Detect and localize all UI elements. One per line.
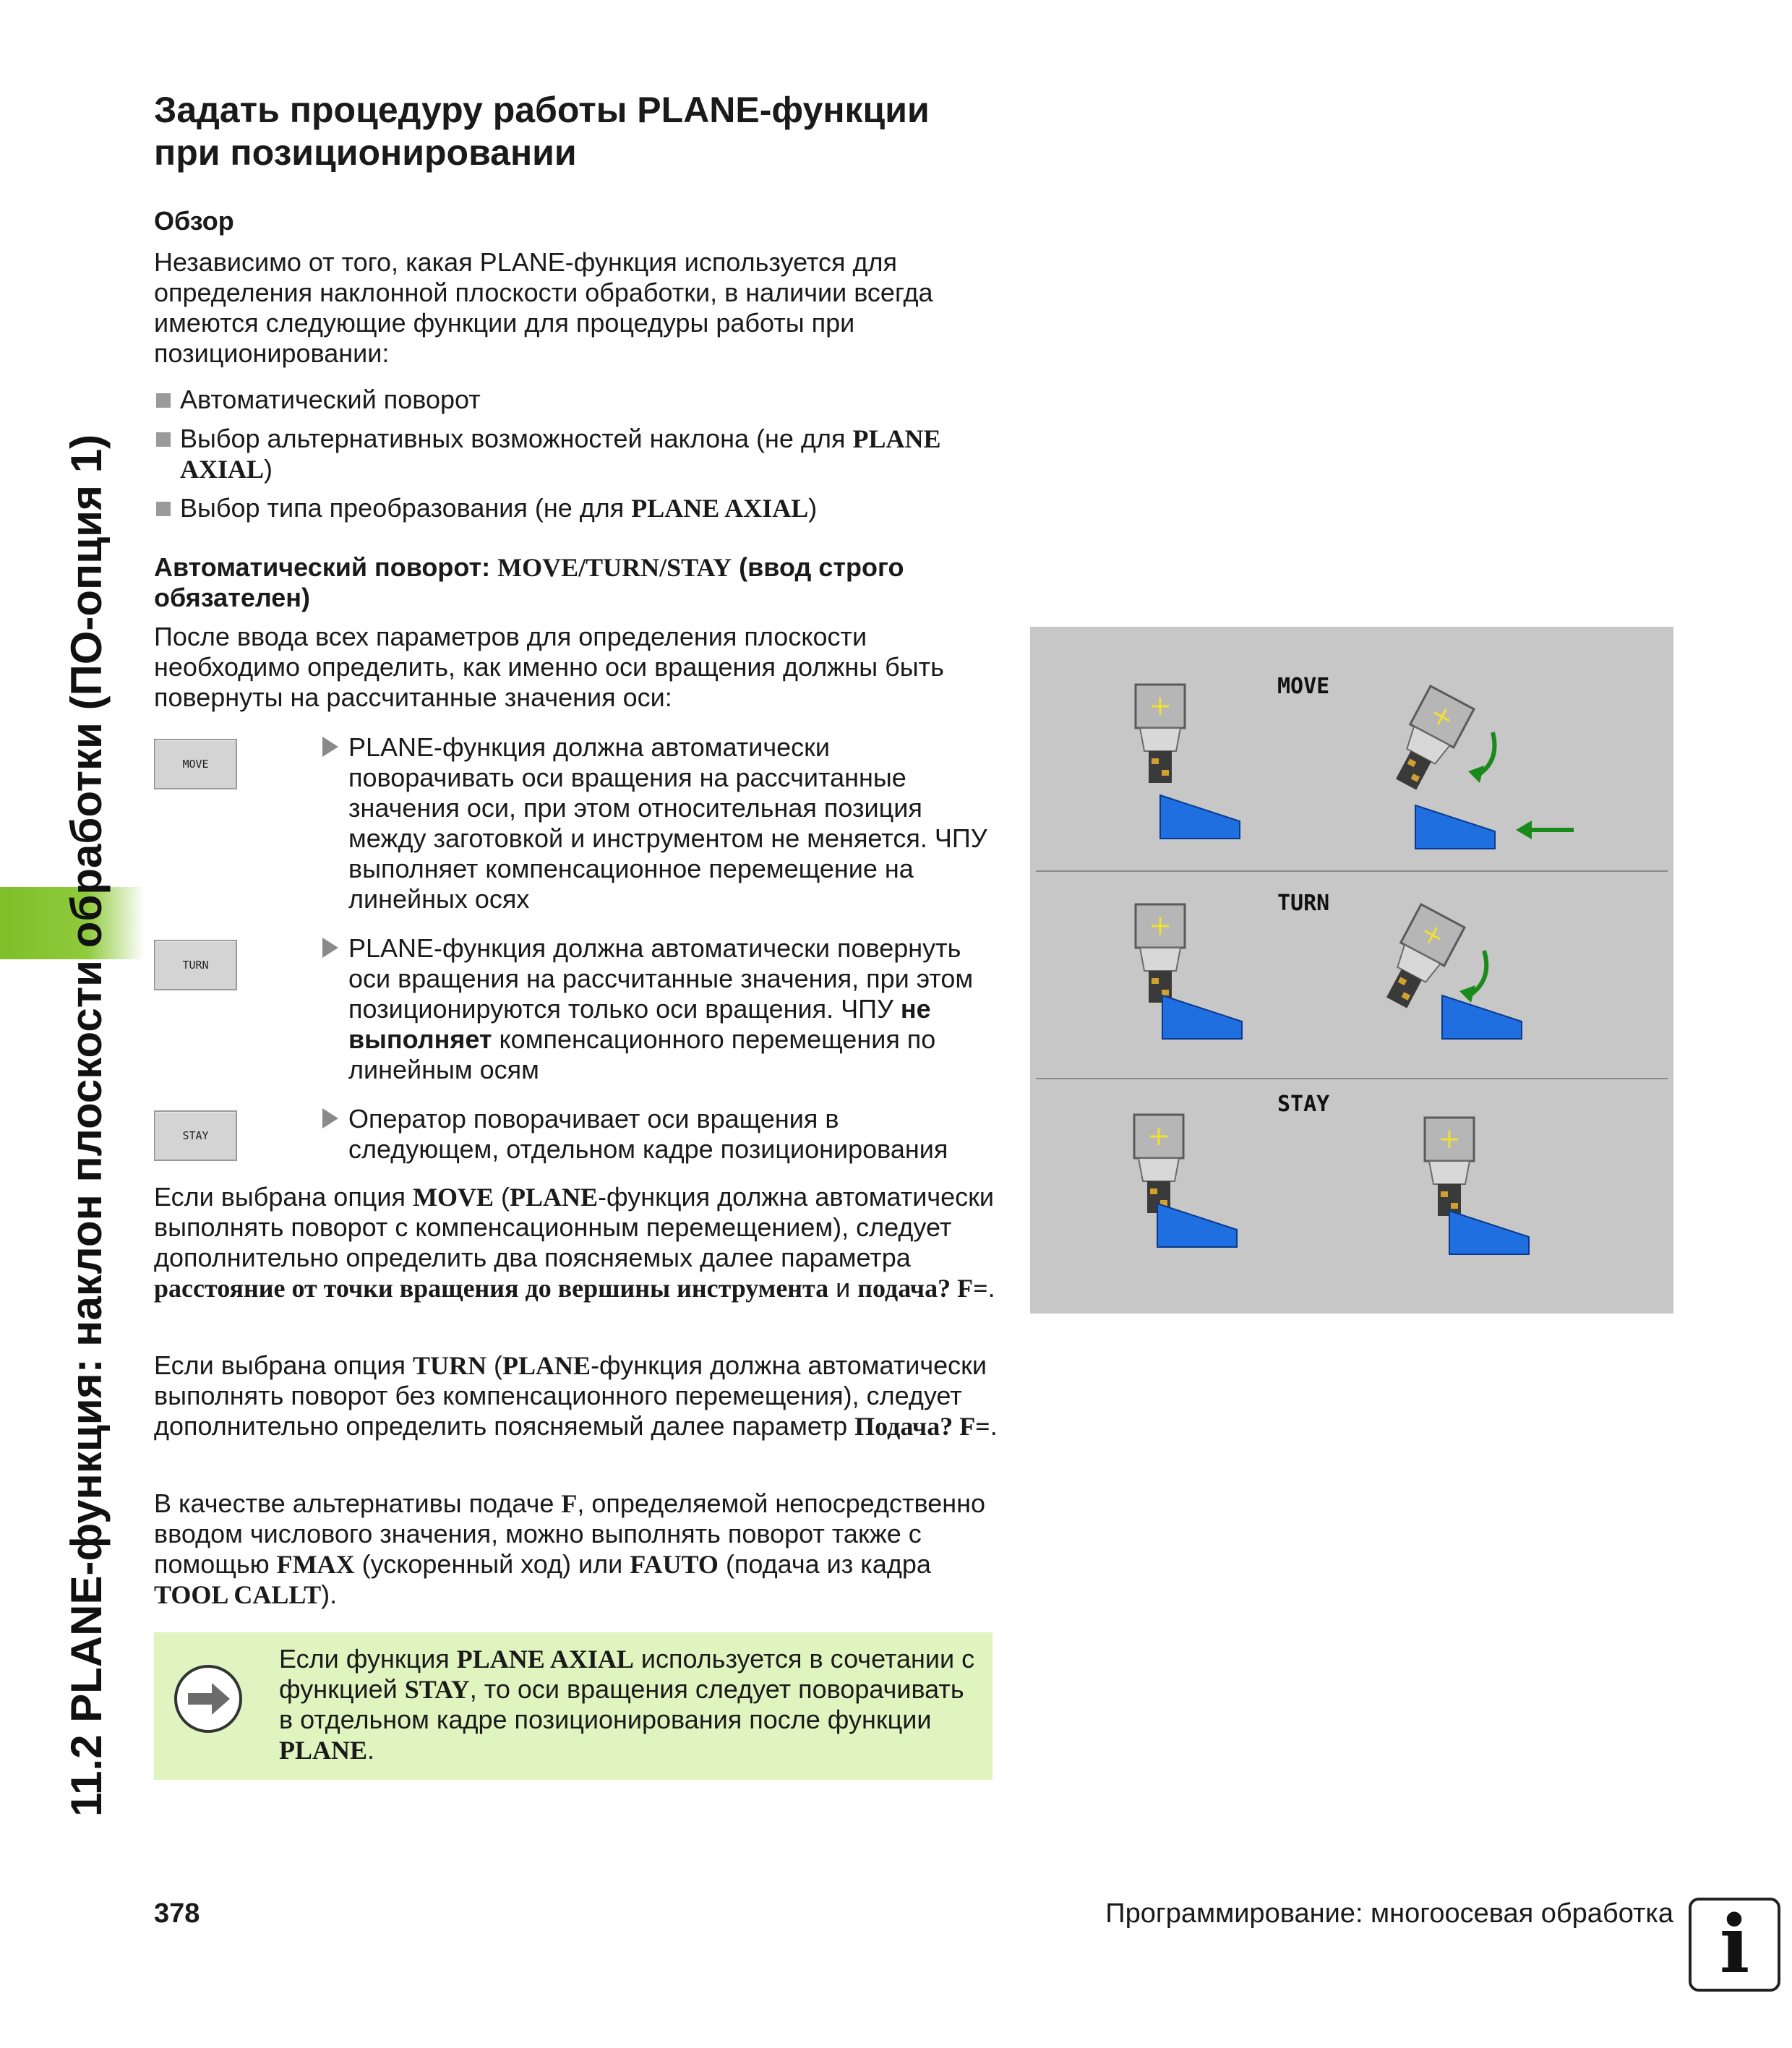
turn-description: PLANE-функция должна автоматически повернуть оси вращения на рассчитанные значения, при этом позиционируются только оси вращения. ЧПУ не выполняет компенсационного перемещения по линейным осям [322,933,995,1085]
note-text: Если функция PLANE AXIAL используется в сочетании с функцией STAY, то оси вращения следует поворачивать в отдельном кадре позиционирования после функции PLANE. [279,1644,975,1765]
figure-label-move: MOVE [1277,674,1330,699]
page-title [154,89,1021,174]
bullet-item: Выбор типа преобразования (не для PLANE AXIAL) [154,493,1000,523]
arrow-right-circle-icon [172,1663,244,1735]
auto-rotate-paragraph: После ввода всех параметров для определения плоскости необходимо определить, как именно оси вращения должны быть повернуты на рассчитанные значения оси: [154,622,944,712]
move-option-paragraph: Если выбрана опция MOVE (PLANE-функция должна автоматически выполнять поворот с компенсационным перемещением), следует дополнительно определить два поясняемых далее параметра расстояние от точки вращения до вершины инструмента и подача? F=. [154,1182,995,1303]
turn-softkey[interactable]: TURN [154,940,237,990]
overview-paragraph: Независимо от того, какая PLANE-функция используется для определения наклонной плоскости обработки, в наличии всегда имеются следующие функции для процедуры работы при позиционировании: [154,247,933,368]
bullet-square-icon [156,502,171,516]
bullet-square-icon [156,393,171,408]
overview-section [154,206,1000,523]
note-box [154,1632,993,1780]
triangle-bullet-icon [322,737,338,757]
figure-label-turn: TURN [1277,891,1330,916]
alternative-feed-paragraph: В качестве альтернативы подаче F, определяемой непосредственно вводом числового значения, можно выполнять поворот также с помощью FMAX (ускоренный ход) или FAUTO (подача из кадра TOOL CALLT). [154,1488,986,1609]
stay-description: Оператор поворачивает оси вращения в следующем, отдельном кадре позиционирования [322,1104,995,1165]
chapter-footer-title: Программирование: многоосевая обработка [1105,1898,1673,1929]
triangle-bullet-icon [322,1108,338,1128]
move-softkey[interactable]: MOVE [154,739,237,789]
move-turn-stay-figure [1030,627,1673,1314]
overview-bullets [154,385,1000,523]
move-description: PLANE-функция должна автоматически поворачивать оси вращения на рассчитанные значения оси, при этом относительная позиция между заготовкой и инструментом не меняется. ЧПУ выполняет компенсационное перемещение на линейных осях [322,732,995,914]
auto-rotate-section [154,552,1000,713]
stay-softkey[interactable]: STAY [154,1110,237,1161]
page-number: 378 [154,1898,200,1929]
info-icon: i [1689,1898,1780,1992]
figure-label-stay: STAY [1277,1092,1330,1117]
figure-illustration [1030,627,1673,1314]
bullet-item: Автоматический поворот [154,385,1000,415]
triangle-bullet-icon [322,938,338,958]
bullet-item: Выбор альтернативных возможностей наклона (не для PLANE AXIAL) [154,424,1000,484]
chapter-side-heading: 11.2 PLANE-функция: наклон плоскости обработки (ПО-опция 1) [62,434,111,1817]
bullet-square-icon [156,432,171,447]
title-line-2: при позиционировании [154,132,577,173]
overview-heading: Обзор [154,206,234,236]
title-line-1: Задать процедуру работы PLANE-функции [154,90,930,130]
turn-option-paragraph: Если выбрана опция TURN (PLANE-функция должна автоматически выполнять поворот без компенсационного перемещения), следует дополнительно определить поясняемый далее параметр Подача? F=. [154,1350,998,1441]
auto-rotate-heading: Автоматический поворот: MOVE/TURN/STAY (ввод строго обязателен) [154,552,904,612]
